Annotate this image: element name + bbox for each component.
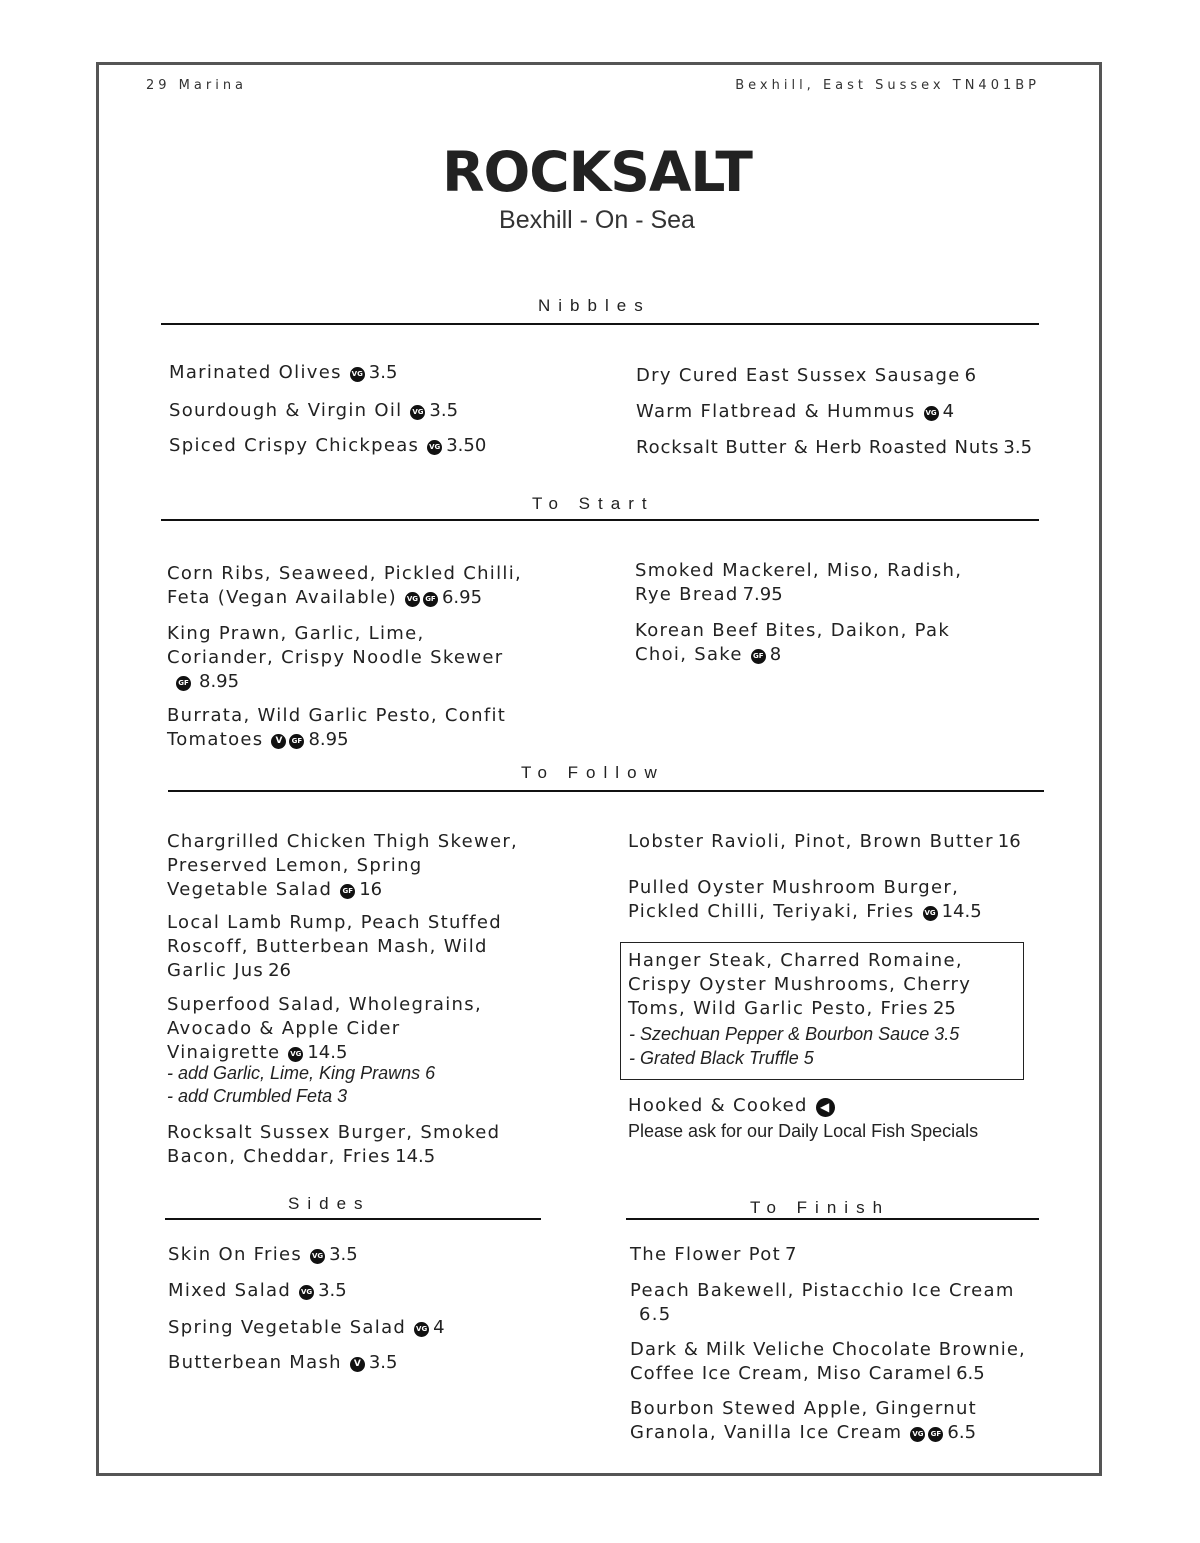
menu-item: Warm Flatbread & Hummus VG 4: [636, 401, 955, 422]
section-sides: Sides: [288, 1194, 371, 1213]
menu-item: Skin On Fries VG 3.5: [168, 1244, 358, 1265]
arrow-left-icon: ◀: [816, 1098, 835, 1117]
vegan-icon: VG: [923, 906, 938, 921]
divider: [168, 790, 1044, 792]
menu-item: Rocksalt Sussex Burger, Smoked Bacon, Cheddar, Fries 14.5: [167, 1122, 501, 1167]
menu-item: Marinated Olives VG 3.5: [169, 362, 398, 383]
divider: [626, 1218, 1039, 1220]
gluten-free-icon: GF: [423, 592, 438, 607]
menu-item: Superfood Salad, Wholegrains, Avocado & Apple Cider Vinaigrette VG 14.5: [167, 994, 482, 1063]
section-to-finish: To Finish: [750, 1198, 891, 1217]
vegan-icon: VG: [910, 1427, 925, 1442]
menu-item: Corn Ribs, Seaweed, Pickled Chilli, Feta (Vegan Available) VG GF 6.95: [167, 563, 523, 608]
address-town: Bexhill, East Sussex TN401BP: [735, 78, 1040, 93]
menu-item: Rocksalt Butter & Herb Roasted Nuts 3.5: [636, 437, 1033, 458]
section-nibbles: Nibbles: [538, 296, 651, 315]
menu-item: Smoked Mackerel, Miso, Radish, Rye Bread 7.95: [635, 560, 963, 605]
gluten-free-icon: GF: [340, 884, 355, 899]
gluten-free-icon: GF: [751, 649, 766, 664]
vegan-icon: VG: [299, 1285, 314, 1300]
vegan-icon: VG: [350, 367, 365, 382]
menu-item: Spring Vegetable Salad VG 4: [168, 1317, 445, 1338]
menu-item: Dry Cured East Sussex Sausage 6: [636, 365, 977, 386]
section-to-follow: To Follow: [521, 763, 665, 782]
vegan-icon: VG: [427, 440, 442, 455]
vegan-icon: VG: [288, 1047, 303, 1062]
hooked-and-cooked: Hooked & Cooked ◀: [628, 1094, 835, 1118]
vegan-icon: VG: [405, 592, 420, 607]
vegetarian-icon: V: [350, 1357, 365, 1372]
menu-item: Pulled Oyster Mushroom Burger, Pickled Chilli, Teriyaki, Fries VG 14.5: [628, 877, 982, 922]
specials-note: Please ask for our Daily Local Fish Specials: [628, 1121, 979, 1141]
menu-item: Spiced Crispy Chickpeas VG 3.50: [169, 435, 487, 456]
section-to-start: To Start: [532, 494, 655, 513]
menu-item: Dark & Milk Veliche Chocolate Brownie, Coffee Ice Cream, Miso Caramel 6.5: [630, 1339, 1026, 1384]
restaurant-location: Bexhill - On - Sea: [499, 206, 695, 234]
restaurant-name: ROCKSALT: [442, 140, 752, 204]
gluten-free-icon: GF: [928, 1427, 943, 1442]
menu-item: Chargrilled Chicken Thigh Skewer, Preserved Lemon, Spring Vegetable Salad GF 16: [167, 831, 519, 900]
menu-item: Butterbean Mash V 3.5: [168, 1352, 398, 1373]
menu-item: Peach Bakewell, Pistacchio Ice Cream 6.5: [630, 1280, 1015, 1325]
vegetarian-icon: V: [271, 734, 286, 749]
menu-item: King Prawn, Garlic, Lime, Coriander, Crispy Noodle Skewer GF 8.95: [167, 623, 504, 692]
menu-item: Hanger Steak, Charred Romaine, Crispy Oyster Mushrooms, Cherry Toms, Wild Garlic Pesto, Fries 25: [628, 950, 972, 1019]
menu-item: Korean Beef Bites, Daikon, Pak Choi, Sake GF 8: [635, 620, 951, 665]
menu-addon: - Szechuan Pepper & Bourbon Sauce 3.5: [629, 1024, 960, 1044]
gluten-free-icon: GF: [289, 734, 304, 749]
menu-item: Mixed Salad VG 3.5: [168, 1280, 347, 1301]
divider: [165, 1218, 541, 1220]
divider: [161, 323, 1039, 325]
vegan-icon: VG: [310, 1249, 325, 1264]
vegan-icon: VG: [924, 406, 939, 421]
menu-item: Sourdough & Virgin Oil VG 3.5: [169, 400, 459, 421]
menu-item: The Flower Pot 7: [630, 1244, 797, 1265]
gluten-free-icon: GF: [176, 676, 191, 691]
menu-item: Bourbon Stewed Apple, Gingernut Granola, Vanilla Ice Cream VG GF 6.5: [630, 1398, 978, 1443]
menu-addon: - add Crumbled Feta 3: [167, 1086, 348, 1106]
vegan-icon: VG: [414, 1322, 429, 1337]
menu-addon: - add Garlic, Lime, King Prawns 6: [167, 1063, 436, 1083]
vegan-icon: VG: [410, 405, 425, 420]
divider: [161, 519, 1039, 521]
menu-item: Local Lamb Rump, Peach Stuffed Roscoff, Butterbean Mash, Wild Garlic Jus 26: [167, 912, 503, 981]
menu-item: Lobster Ravioli, Pinot, Brown Butter 16: [628, 831, 1021, 852]
menu-item: Burrata, Wild Garlic Pesto, Confit Tomatoes V GF 8.95: [167, 705, 507, 750]
menu-addon: - Grated Black Truffle 5: [629, 1048, 814, 1068]
address-street: 29 Marina: [146, 78, 248, 93]
